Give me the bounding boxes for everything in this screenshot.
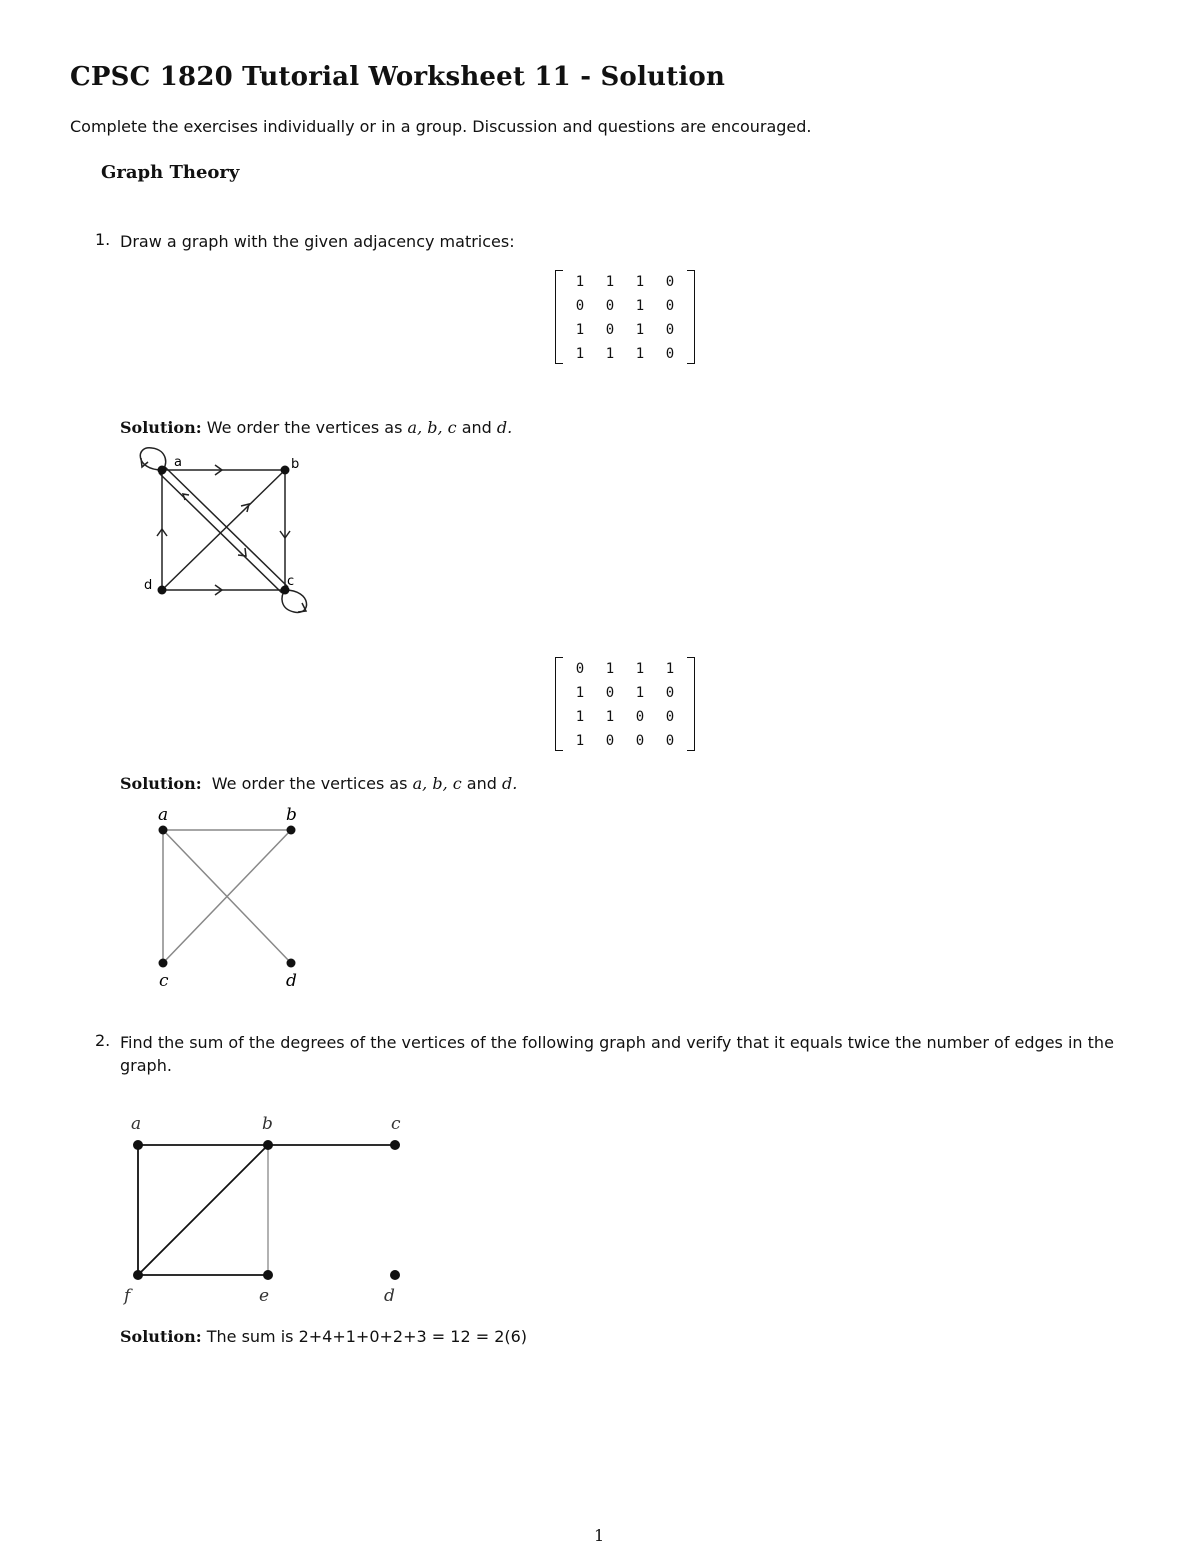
matrix-cell: 1 (635, 346, 645, 362)
matrix-cell: 0 (605, 733, 615, 749)
label-f: f (124, 1286, 131, 1306)
matrix-cell: 1 (665, 661, 675, 677)
solution-1-vars: a, b, c (407, 418, 457, 437)
matrix-cell: 1 (605, 661, 615, 677)
matrix-cell: 0 (635, 709, 645, 725)
solution-3 (120, 1327, 527, 1346)
solution-1-label: Solution: (120, 418, 202, 437)
solution-1-and: and (461, 418, 492, 437)
label-a: a (174, 455, 182, 470)
matrix-cell: 1 (575, 733, 585, 749)
matrix-row (565, 342, 685, 366)
question-2-text: Find the sum of the degrees of the vertices of the following graph and verify that it equals twice the number of edges in the graph. (120, 1033, 1114, 1075)
page-title: CPSC 1820 Tutorial Worksheet 11 - Solution (70, 62, 726, 92)
arrow-loop-c (298, 603, 306, 612)
solution-3-label: Solution: (120, 1327, 202, 1346)
solution-1 (120, 418, 512, 437)
solution-2 (120, 774, 517, 793)
solution-3-text: The sum is 2+4+1+0+2+3 = 12 = 2(6) (206, 1327, 528, 1346)
vertex-f (133, 1270, 143, 1280)
vertex-b (263, 1140, 273, 1150)
page-number: 1 (594, 1526, 605, 1545)
matrix-row (565, 705, 685, 729)
matrix-cell: 1 (605, 709, 615, 725)
label-d: d (384, 1286, 395, 1306)
matrix-cell: 1 (575, 709, 585, 725)
solution-2-and: and (466, 774, 497, 793)
question-2-number: 2. (95, 1031, 111, 1050)
solution-2-text: We order the vertices as (211, 774, 408, 793)
matrix-cell: 1 (575, 346, 585, 362)
question-1-text: Draw a graph with the given adjacency matrices: (120, 232, 515, 251)
matrix-cell: 0 (575, 298, 585, 314)
label-b: b (291, 457, 300, 472)
matrix-cell: 0 (665, 733, 675, 749)
vertex-b (281, 466, 290, 475)
label-b: b (262, 1114, 273, 1134)
label-b: b (286, 805, 297, 825)
matrix-cell: 1 (605, 346, 615, 362)
matrix-row (565, 729, 685, 753)
solution-2-last: d. (502, 774, 518, 793)
label-a: a (158, 805, 169, 825)
undirected-graph-2 (140, 800, 320, 995)
label-d: d (144, 578, 153, 593)
matrix-cell: 1 (635, 685, 645, 701)
matrix-cell: 1 (635, 322, 645, 338)
matrix-cell: 1 (635, 274, 645, 290)
solution-1-last: d. (496, 418, 513, 437)
label-e: e (259, 1286, 270, 1306)
degree-graph (120, 1108, 420, 1308)
adjacency-matrix-2 (555, 657, 695, 753)
matrix-cell: 1 (635, 661, 645, 677)
matrix-cell: 1 (635, 298, 645, 314)
edge-d-b (162, 470, 285, 590)
vertex-d (390, 1270, 400, 1280)
label-a: a (131, 1114, 142, 1134)
vertex-b (287, 826, 296, 835)
question-1-number: 1. (95, 230, 111, 249)
matrix-row (565, 657, 685, 681)
vertex-d (287, 959, 296, 968)
vertex-a (158, 466, 167, 475)
matrix-cell: 1 (575, 274, 585, 290)
matrix-cell: 0 (575, 661, 585, 677)
vertex-a (133, 1140, 143, 1150)
section-heading: Graph Theory (101, 162, 240, 183)
label-d: d (286, 971, 297, 991)
vertex-d (158, 586, 167, 595)
adjacency-matrix-1 (555, 270, 695, 366)
matrix-cell: 1 (605, 274, 615, 290)
matrix-row (565, 318, 685, 342)
solution-2-label: Solution: (120, 774, 202, 793)
matrix-cell: 0 (665, 685, 675, 701)
vertex-c (390, 1140, 400, 1150)
matrix-row (565, 294, 685, 318)
matrix-row (565, 270, 685, 294)
matrix-cell: 0 (635, 733, 645, 749)
matrix-row (565, 681, 685, 705)
matrix-cell: 0 (605, 685, 615, 701)
solution-1-text: We order the vertices as (206, 418, 403, 437)
matrix-cell: 1 (575, 322, 585, 338)
matrix-cell: 0 (665, 346, 675, 362)
vertex-c (159, 959, 168, 968)
matrix-cell: 0 (605, 298, 615, 314)
label-c: c (159, 971, 169, 991)
matrix-cell: 0 (665, 298, 675, 314)
matrix-cell: 0 (665, 322, 675, 338)
edge-b-f (138, 1145, 268, 1275)
vertex-a (159, 826, 168, 835)
label-c: c (391, 1114, 401, 1134)
matrix-cell: 1 (575, 685, 585, 701)
matrix-cell: 0 (665, 274, 675, 290)
matrix-cell: 0 (605, 322, 615, 338)
solution-2-vars: a, b, c (412, 774, 462, 793)
matrix-2-table (565, 657, 685, 753)
directed-graph-1 (130, 440, 330, 620)
label-c: c (287, 574, 295, 589)
vertex-e (263, 1270, 273, 1280)
matrix-cell: 0 (665, 709, 675, 725)
intro-text: Complete the exercises individually or in a group. Discussion and questions are encouraged. (70, 117, 812, 136)
matrix-1-table (565, 270, 685, 366)
